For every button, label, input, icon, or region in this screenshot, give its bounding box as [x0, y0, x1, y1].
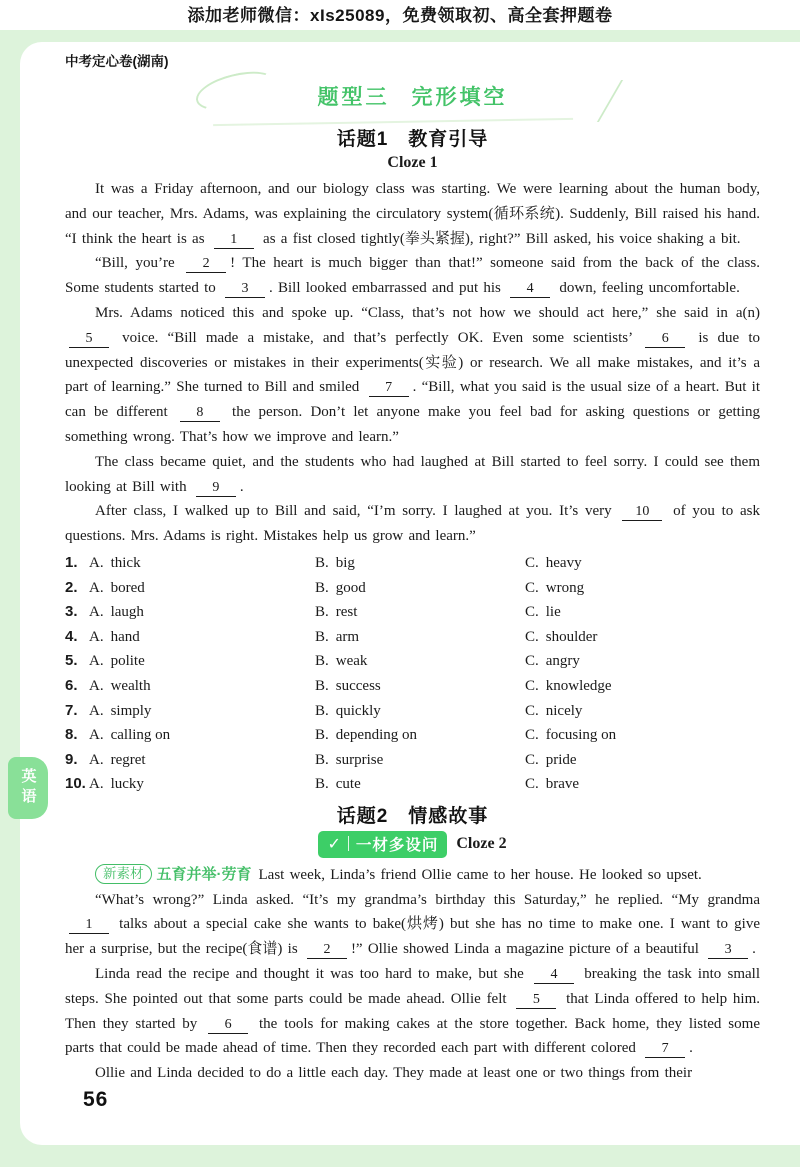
- option-number: 4.: [65, 627, 78, 645]
- option-row: [65, 600, 760, 625]
- cloze-blank: 5: [516, 992, 556, 1009]
- page-card: [20, 42, 800, 1145]
- cloze-blank: 9: [196, 480, 236, 497]
- section-title-main: 完形填空: [411, 86, 508, 109]
- passage-paragraph: The class became quiet, and the students who had laughed at Bill started to feel sorry. I could see them looking at Bill with 9 .: [65, 453, 760, 495]
- passage-paragraph: Ollie and Linda decided to do a little each day. They made at least one or two things from their: [95, 1065, 693, 1082]
- option-text: angry: [545, 653, 580, 670]
- option-cell: [315, 600, 525, 625]
- option-cell: [65, 723, 315, 748]
- option-text: cute: [335, 776, 361, 793]
- option-cell: [525, 699, 760, 724]
- option-cell: [315, 649, 525, 674]
- promo-banner: 添加老师微信：xIs25089，免费领取初、高全套押题卷: [187, 6, 613, 25]
- option-letter: C.: [525, 727, 539, 744]
- option-cell: [315, 748, 525, 773]
- option-text: good: [335, 579, 366, 596]
- option-letter: B.: [315, 677, 329, 694]
- cloze1-options: [65, 551, 760, 797]
- option-text: success: [335, 677, 381, 694]
- cloze-blank: 1: [214, 232, 254, 249]
- option-text: simply: [110, 702, 152, 719]
- edition-label: 中考定心卷(湖南): [65, 54, 169, 69]
- cloze-blank: 4: [510, 281, 550, 298]
- cloze2-label: Cloze 2: [456, 835, 507, 853]
- option-text: lucky: [110, 776, 144, 793]
- option-row: [65, 649, 760, 674]
- option-text: weak: [335, 653, 368, 670]
- option-row: [65, 772, 760, 797]
- option-text: wrong: [545, 579, 585, 596]
- option-letter: A.: [89, 579, 104, 596]
- option-letter: B.: [315, 751, 329, 768]
- page-number: 56: [83, 1088, 109, 1112]
- option-number: 5.: [65, 652, 78, 670]
- option-cell: [315, 723, 525, 748]
- option-row: [65, 625, 760, 650]
- option-cell: [315, 772, 525, 797]
- checkmark-icon: ✓: [327, 835, 341, 853]
- section-title-prefix: 题型三: [317, 86, 390, 109]
- option-text: knowledge: [545, 677, 612, 694]
- option-row: [65, 551, 760, 576]
- new-material-tag: 新素材: [95, 864, 152, 884]
- option-number: 3.: [65, 603, 78, 621]
- cloze-blank: 3: [708, 942, 748, 959]
- topic1-title: 话题1 教育引导: [336, 129, 489, 150]
- option-letter: A.: [89, 554, 104, 571]
- badge-label: 一材多设问: [355, 836, 439, 854]
- option-letter: B.: [315, 653, 329, 670]
- cloze-blank: 1: [69, 917, 109, 934]
- option-text: brave: [545, 776, 580, 793]
- option-cell: [65, 674, 315, 699]
- passage-paragraph: Linda read the recipe and thought it was too hard to make, but she 4 breaking the task into small steps. She pointed out that some parts could be made ahead. Ollie felt 5 that Linda offered to help him. Then they started by 6 the tools for making cakes at the store together. Back home, they listed some parts that could be made ahead of time. Then they recorded each part with different colored 7 .: [65, 966, 760, 1057]
- option-cell: [65, 649, 315, 674]
- option-letter: C.: [525, 604, 539, 621]
- option-text: arm: [335, 628, 360, 645]
- section-title: [243, 81, 583, 111]
- option-cell: [65, 576, 315, 601]
- topic2-title: 话题2 情感故事: [336, 805, 489, 827]
- option-text: polite: [110, 653, 145, 670]
- option-letter: A.: [89, 702, 104, 719]
- option-row: [65, 576, 760, 601]
- option-letter: B.: [315, 776, 329, 793]
- option-letter: C.: [525, 653, 539, 670]
- option-text: lie: [545, 604, 561, 621]
- cloze-blank: 10: [622, 504, 662, 521]
- cloze1-passage: [65, 177, 760, 549]
- option-number: 2.: [65, 578, 78, 596]
- option-text: big: [335, 554, 355, 571]
- badge-divider: [348, 836, 349, 851]
- option-text: bored: [110, 579, 145, 596]
- option-letter: A.: [89, 628, 104, 645]
- option-letter: A.: [89, 604, 104, 621]
- option-text: laugh: [110, 604, 144, 621]
- cloze2-passage: [65, 863, 760, 1086]
- option-cell: [315, 551, 525, 576]
- cloze-blank: 4: [534, 967, 574, 984]
- passage-paragraph: After class, I walked up to Bill and said, “I’m sorry. I laughed at you. It’s very 10 of you to ask questions. Mrs. Adams is right. Mistakes help us grow and learn.”: [65, 503, 760, 545]
- option-text: heavy: [545, 554, 582, 571]
- cloze2-header-row: [65, 831, 760, 858]
- option-text: regret: [110, 751, 146, 768]
- option-letter: B.: [315, 628, 329, 645]
- cloze-blank: 3: [225, 281, 265, 298]
- page-frame: [0, 30, 800, 1167]
- option-number: 6.: [65, 676, 78, 694]
- option-cell: [65, 699, 315, 724]
- option-text: shoulder: [545, 628, 598, 645]
- option-number: 7.: [65, 701, 78, 719]
- option-cell: [525, 674, 760, 699]
- cloze-blank: 2: [307, 942, 347, 959]
- option-text: wealth: [110, 677, 151, 694]
- cloze-blank: 7: [645, 1041, 685, 1058]
- option-cell: [525, 772, 760, 797]
- passage-paragraph: “Bill, you’re 2 ! The heart is much bigger than that!” someone said from the back of the class. Some students started to 3 . Bill looked embarrassed and put his 4 down, feeling uncomfortable.: [65, 255, 760, 297]
- option-number: 9.: [65, 750, 78, 768]
- option-row: [65, 674, 760, 699]
- option-cell: [525, 723, 760, 748]
- option-text: surprise: [335, 751, 384, 768]
- material-category-label: 五育并举·劳育: [156, 865, 252, 883]
- option-row: [65, 723, 760, 748]
- option-number: 8.: [65, 726, 78, 744]
- option-letter: A.: [89, 727, 104, 744]
- option-text: hand: [110, 628, 140, 645]
- section-banner: [243, 74, 583, 120]
- option-cell: [525, 576, 760, 601]
- option-letter: C.: [525, 579, 539, 596]
- option-letter: C.: [525, 776, 539, 793]
- option-text: depending on: [335, 727, 417, 744]
- option-text: rest: [335, 604, 358, 621]
- option-cell: [315, 674, 525, 699]
- cloze-blank: 7: [369, 380, 409, 397]
- option-letter: B.: [315, 579, 329, 596]
- option-letter: B.: [315, 604, 329, 621]
- option-letter: A.: [89, 677, 104, 694]
- cloze1-label: Cloze 1: [387, 154, 438, 171]
- option-cell: [65, 772, 315, 797]
- option-letter: A.: [89, 776, 104, 793]
- option-text: quickly: [335, 702, 381, 719]
- cloze-blank: 6: [208, 1017, 248, 1034]
- option-cell: [525, 600, 760, 625]
- option-row: [65, 699, 760, 724]
- option-text: focusing on: [545, 727, 617, 744]
- option-letter: B.: [315, 727, 329, 744]
- option-cell: [65, 625, 315, 650]
- option-letter: B.: [315, 702, 329, 719]
- option-cell: [525, 551, 760, 576]
- passage-paragraph: Mrs. Adams noticed this and spoke up. “Class, that’s not how we should act here,” she said in a(n) 5 voice. “Bill made a mistake, and that’s perfectly OK. Even some scientists’ 6 is due to unexpected discoveries or mistakes in their experiments(实验) or research. We all make mistakes, and it’s a part of learning.” She turned to Bill and smiled 7 . “Bill, what you said is the usual size of a heart. But it can be different 8 the person. Don’t let anyone make you feel bad for asking questions or getting something wrong. That’s how we improve and learn.”: [65, 304, 760, 445]
- option-cell: [525, 649, 760, 674]
- option-letter: C.: [525, 554, 539, 571]
- option-cell: [65, 748, 315, 773]
- option-text: calling on: [110, 727, 171, 744]
- option-row: [65, 748, 760, 773]
- option-letter: C.: [525, 677, 539, 694]
- passage-paragraph: It was a Friday afternoon, and our biology class was starting. We were learning about the human body, and our teacher, Mrs. Adams, was explaining the circulatory system(循环系统). Suddenly, Bill raised his hand. “I think the heart is as 1 as a fist closed tightly(拳头紧握), right?” Bill asked, his voice shaking a bit.: [65, 181, 760, 247]
- option-letter: C.: [525, 702, 539, 719]
- option-number: 1.: [65, 553, 78, 571]
- option-text: pride: [545, 751, 577, 768]
- option-cell: [315, 699, 525, 724]
- cloze-blank: 5: [69, 331, 109, 348]
- option-letter: C.: [525, 751, 539, 768]
- option-letter: A.: [89, 653, 104, 670]
- option-cell: [315, 625, 525, 650]
- option-cell: [525, 748, 760, 773]
- option-text: nicely: [545, 702, 583, 719]
- option-cell: [525, 625, 760, 650]
- passage-paragraph: “What’s wrong?” Linda asked. “It’s my grandma’s birthday this Saturday,” he replied. “My grandma 1 talks about a special cake she wants to bake(烘烤) but she has no time to make one. I want to give her a surprise, but the recipe(食谱) is 2 !” Ollie showed Linda a magazine picture of a beautiful 3 .: [65, 891, 760, 958]
- option-letter: B.: [315, 554, 329, 571]
- passage-paragraph: 新素材 五育并举·劳育 Last week, Linda’s friend Ollie came to her house. He looked so upset.: [65, 863, 760, 888]
- cloze-blank: 8: [180, 405, 220, 422]
- option-cell: [65, 600, 315, 625]
- option-letter: C.: [525, 628, 539, 645]
- option-letter: A.: [89, 751, 104, 768]
- option-text: thick: [110, 554, 141, 571]
- cloze-blank: 6: [645, 331, 685, 348]
- option-number: 10.: [65, 775, 86, 793]
- option-cell: [65, 551, 315, 576]
- option-cell: [315, 576, 525, 601]
- cloze-blank: 2: [186, 256, 226, 273]
- multi-question-badge: [318, 831, 447, 858]
- subject-tab-english: 英语: [8, 757, 48, 819]
